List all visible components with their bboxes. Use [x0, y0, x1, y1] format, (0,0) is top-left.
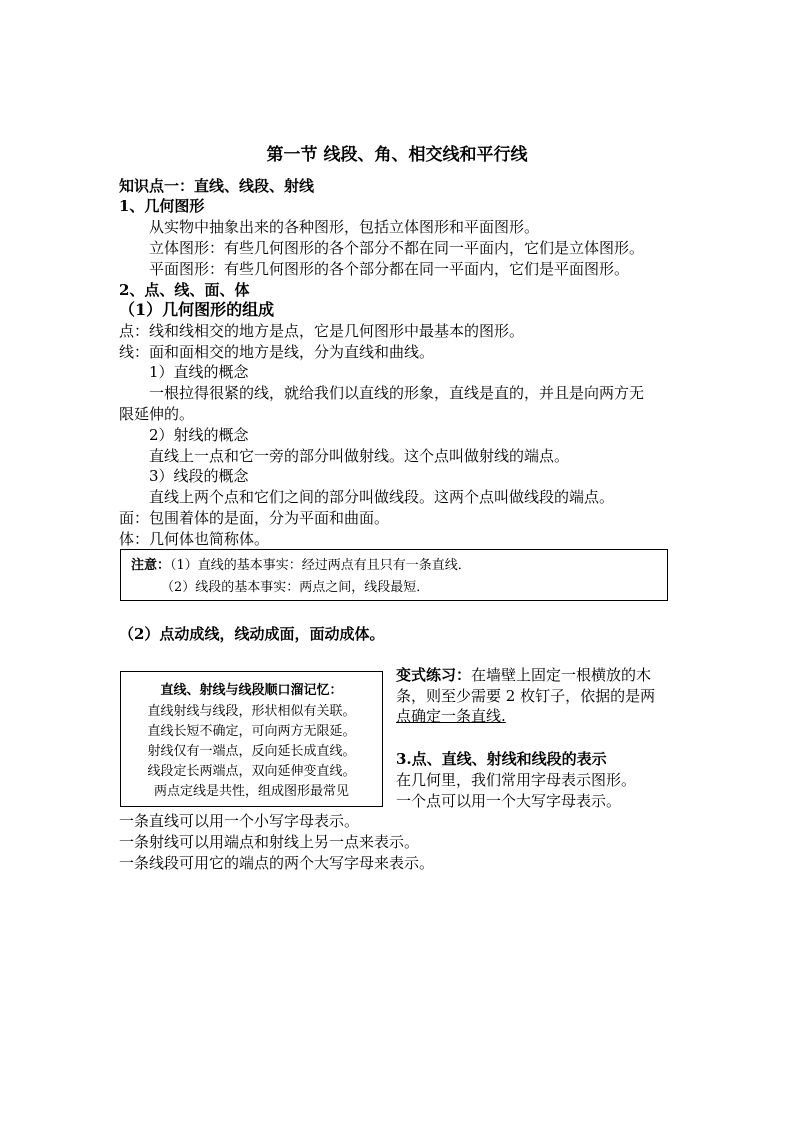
subsection-2-heading: （2）点动成线，线动成面，面动成体。 — [119, 625, 385, 643]
section-2-heading: 2、点、线、面、体 — [119, 281, 250, 299]
section-1-heading: 1、几何图形 — [119, 197, 205, 215]
note-line-2: （2）线段的基本事实：两点之间，线段最短． — [161, 580, 430, 595]
section-3-paragraph-5: 一条线段可用它的端点的两个大写字母来表示。 — [119, 854, 435, 872]
line-definition: 线：面和面相交的地方是线，分为直线和曲线。 — [119, 343, 435, 361]
exercise-text: 在墙壁上固定一根横放的木 — [471, 666, 652, 684]
mnemonic-line: 直线长短不确定，可向两方无限延。 — [147, 724, 356, 739]
page-title: 第一节 线段、角、相交线和平行线 — [266, 145, 528, 165]
mnemonic-line: 射线仅有一端点，反向延长成直线。 — [147, 744, 356, 759]
section-1-paragraph-3: 平面图形：有些几何图形的各个部分都在同一平面内，它们是平面图形。 — [149, 260, 630, 278]
mnemonic-box — [120, 671, 383, 807]
section-3-paragraph-4: 一条射线可以用端点和射线上另一点来表示。 — [119, 833, 420, 851]
section-3-heading: 3.点、直线、射线和线段的表示 — [396, 750, 607, 768]
exercise-block — [396, 665, 681, 727]
section-3-paragraph-1: 在几何里，我们常用字母表示图形。 — [396, 771, 637, 789]
concept-1-heading: 1）直线的概念 — [149, 363, 249, 381]
concept-2-heading: 2）射线的概念 — [149, 426, 249, 444]
exercise-label: 变式练习： — [396, 666, 472, 684]
concept-1-body-continued: 限延伸的。 — [119, 405, 195, 423]
subsection-1-heading: （1）几何图形的组成 — [119, 300, 275, 319]
exercise-text-line-2: 条，则至少需要 2 枚钉子，依据的是两 — [396, 686, 656, 705]
concept-1-body: 一根拉得很紧的线，就给我们以直线的形象，直线是直的，并且是向两方无 — [149, 384, 645, 402]
knowledge-point-heading: 知识点一：直线、线段、射线 — [119, 177, 315, 195]
mnemonic-line: 线段定长两端点，双向延伸变直线。 — [147, 764, 356, 779]
concept-3-body: 直线上两个点和它们之间的部分叫做线段。这两个点叫做线段的端点。 — [149, 488, 615, 506]
body-definition: 体：几何体也简称体。 — [119, 530, 270, 548]
mnemonic-line: 两点定线是共性，组成图形最常见 — [153, 784, 349, 799]
mnemonic-title: 直线、射线与线段顺口溜记忆： — [160, 683, 343, 698]
note-box — [120, 549, 668, 601]
section-1-paragraph-2: 立体图形：有些几何图形的各个部分不都在同一平面内，它们是立体图形。 — [149, 239, 645, 257]
section-3-paragraph-2: 一个点可以用一个大写字母表示。 — [396, 792, 622, 810]
section-1-paragraph-1: 从实物中抽象出来的各种图形，包括立体图形和平面图形。 — [149, 218, 540, 236]
point-definition: 点：线和线相交的地方是点，它是几何图形中最基本的图形。 — [119, 322, 525, 340]
section-3-paragraph-3: 一条直线可以用一个小写字母表示。 — [119, 812, 360, 830]
concept-3-heading: 3）线段的概念 — [149, 467, 249, 485]
concept-2-body: 直线上一点和它一旁的部分叫做射线。这个点叫做射线的端点。 — [149, 447, 570, 465]
exercise-answer: 点确定一条直线. — [396, 707, 506, 725]
note-line-1: （1）直线的基本事实：经过两点有且只有一条直线． — [170, 558, 471, 573]
face-definition: 面：包围着体的是面，分为平面和曲面。 — [119, 509, 390, 527]
mnemonic-line: 直线射线与线段，形状相似有关联。 — [147, 704, 356, 719]
note-label: 注意： — [131, 558, 171, 573]
